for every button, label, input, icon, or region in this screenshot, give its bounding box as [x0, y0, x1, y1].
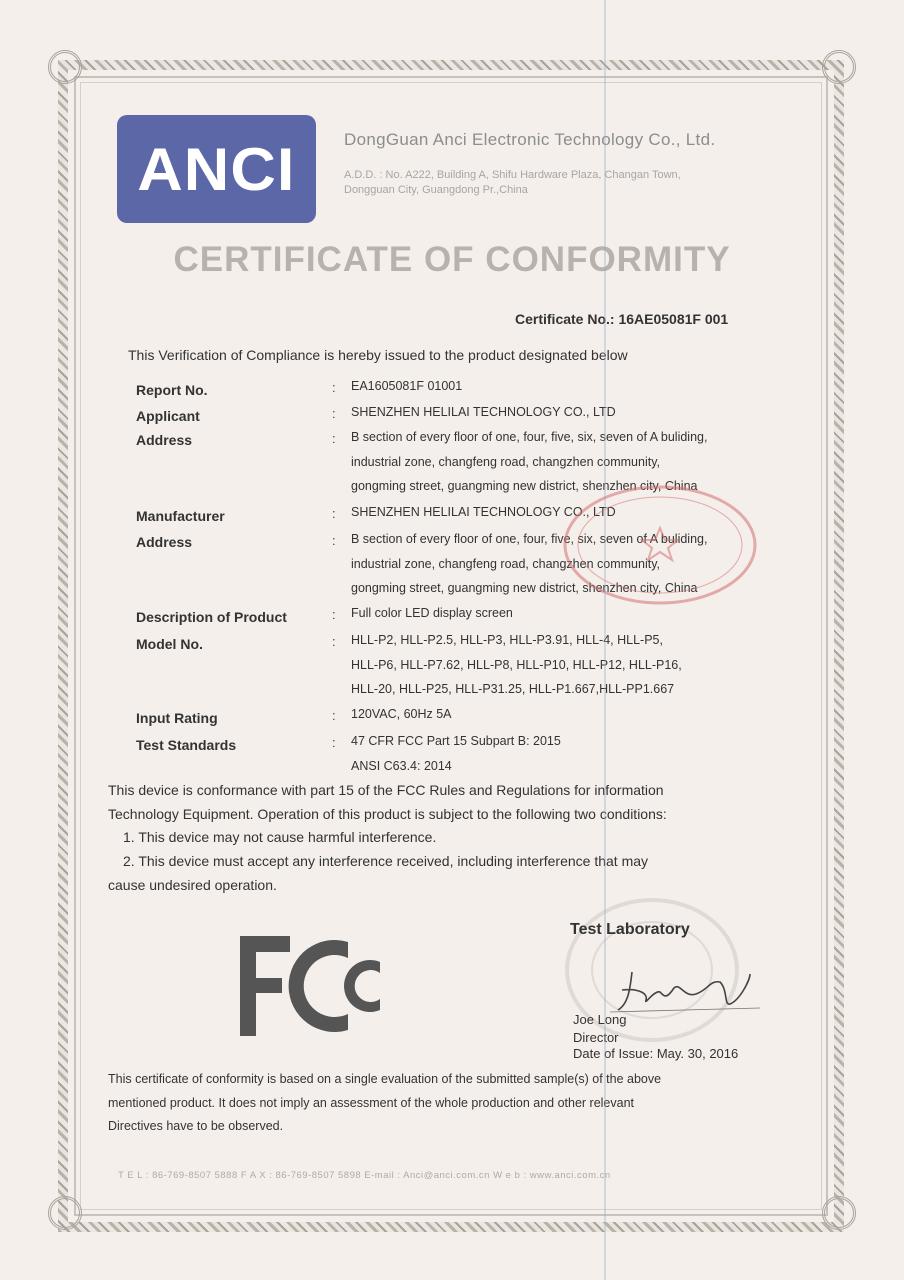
- statement-line: Technology Equipment. Operation of this product is subject to the following two conditions:: [108, 805, 667, 822]
- contact-line: T E L : 86-769-8507 5888 F A X : 86-769-8507 5898 E-mail : Anci@anci.com.cn W e b : www.anci.com.cn: [118, 1170, 611, 1181]
- signatory-name: Joe Long: [573, 1012, 627, 1027]
- disclaimer: [108, 1068, 780, 1139]
- input-value: 120VAC, 60Hz 5A: [351, 707, 452, 721]
- address-line: B section of every floor of one, four, five, six, seven of A buliding,: [351, 532, 708, 546]
- report-label: Report No.: [136, 382, 208, 398]
- condition-2: 2. This device must accept any interference received, including interference that may: [123, 853, 649, 869]
- manufacturer-value: SHENZHEN HELILAI TECHNOLOGY CO., LTD: [351, 505, 616, 519]
- statement-line: This device is conformance with part 15 of the FCC Rules and Regulations for information: [108, 782, 664, 798]
- colon: :: [332, 380, 336, 395]
- applicant-value: SHENZHEN HELILAI TECHNOLOGY CO., LTD: [351, 405, 616, 419]
- condition-1: 1. This device may not cause harmful interference.: [123, 829, 437, 845]
- scan-artifact: [604, 0, 606, 1280]
- standard-line: ANSI C63.4: 2014: [351, 758, 452, 773]
- intro-text: This Verification of Compliance is hereby issued to the product designated below: [128, 347, 628, 363]
- description-label: Description of Product: [136, 609, 287, 625]
- address-label: Address: [136, 432, 193, 448]
- corner-ornament: [822, 50, 856, 84]
- standard-line: 47 CFR FCC Part 15 Subpart B: 2015: [351, 734, 561, 748]
- disclaimer-line: Directives have to be observed.: [108, 1119, 284, 1133]
- address-line: gongming street, guangming new district, shenzhen city, China: [351, 479, 698, 493]
- model-line: HLL-P6, HLL-P7.62, HLL-P8, HLL-P10, HLL-P12, HLL-P16,: [351, 657, 682, 672]
- colon: :: [332, 634, 336, 649]
- model-line: HLL-20, HLL-P25, HLL-P31.25, HLL-P1.667,HLL-PP1.667: [351, 682, 675, 696]
- issue-date: Date of Issue: May. 30, 2016: [573, 1046, 739, 1061]
- condition-2-cont: cause undesired operation.: [108, 877, 277, 893]
- signatory-title: Director: [573, 1030, 619, 1045]
- applicant-label: Applicant: [136, 408, 200, 424]
- model-line: HLL-P2, HLL-P2.5, HLL-P3, HLL-P3.91, HLL-4, HLL-P5,: [351, 633, 663, 647]
- colon: :: [332, 533, 336, 548]
- statement: [108, 779, 788, 826]
- standards-values: [351, 729, 561, 778]
- report-value: EA1605081F 01001: [351, 379, 463, 393]
- disclaimer-line: This certificate of conformity is based on a single evaluation of the submitted sample(s) of the above: [108, 1072, 662, 1086]
- colon: :: [332, 735, 336, 750]
- anci-logo: [117, 115, 316, 223]
- corner-ornament: [822, 1196, 856, 1230]
- model-values: [351, 628, 682, 702]
- colon: :: [332, 607, 336, 622]
- company-address: [344, 168, 784, 198]
- signature: [600, 960, 770, 1020]
- address-line: B section of every floor of one, four, five, six, seven of A buliding,: [351, 430, 708, 444]
- company-address-line2: Dongguan City, Guangdong Pr.,China: [344, 184, 528, 196]
- address-line: industrial zone, changfeng road, changzhen community,: [351, 556, 660, 571]
- certificate-number: Certificate No.: 16AE05081F 001: [515, 311, 729, 327]
- disclaimer-line: mentioned product. It does not imply an assessment of the whole production and other relevant: [108, 1095, 635, 1110]
- colon: :: [332, 406, 336, 421]
- fcc-logo: [240, 936, 400, 1036]
- colon: :: [332, 431, 336, 446]
- address-label: Address: [136, 534, 193, 550]
- model-label: Model No.: [136, 636, 203, 652]
- company-address-line1: A.D.D. : No. A222, Building A, Shifu Hardware Plaza, Changan Town,: [344, 169, 681, 181]
- corner-ornament: [48, 1196, 82, 1230]
- address-line: gongming street, guangming new district, shenzhen city, China: [351, 581, 698, 595]
- input-label: Input Rating: [136, 710, 218, 726]
- manufacturer-label: Manufacturer: [136, 508, 225, 524]
- test-laboratory-heading: Test Laboratory: [570, 921, 690, 938]
- standards-label: Test Standards: [136, 737, 237, 753]
- colon: :: [332, 708, 336, 723]
- certificate-title: CERTIFICATE OF CONFORMITY: [173, 240, 731, 279]
- corner-ornament: [48, 50, 82, 84]
- company-name: DongGuan Anci Electronic Technology Co., Ltd.: [344, 130, 716, 149]
- logo-text: ANCI: [137, 135, 296, 203]
- description-value: Full color LED display screen: [351, 606, 513, 620]
- company-seal: [555, 480, 765, 610]
- colon: :: [332, 506, 336, 521]
- address-line: industrial zone, changfeng road, changzhen community,: [351, 454, 660, 469]
